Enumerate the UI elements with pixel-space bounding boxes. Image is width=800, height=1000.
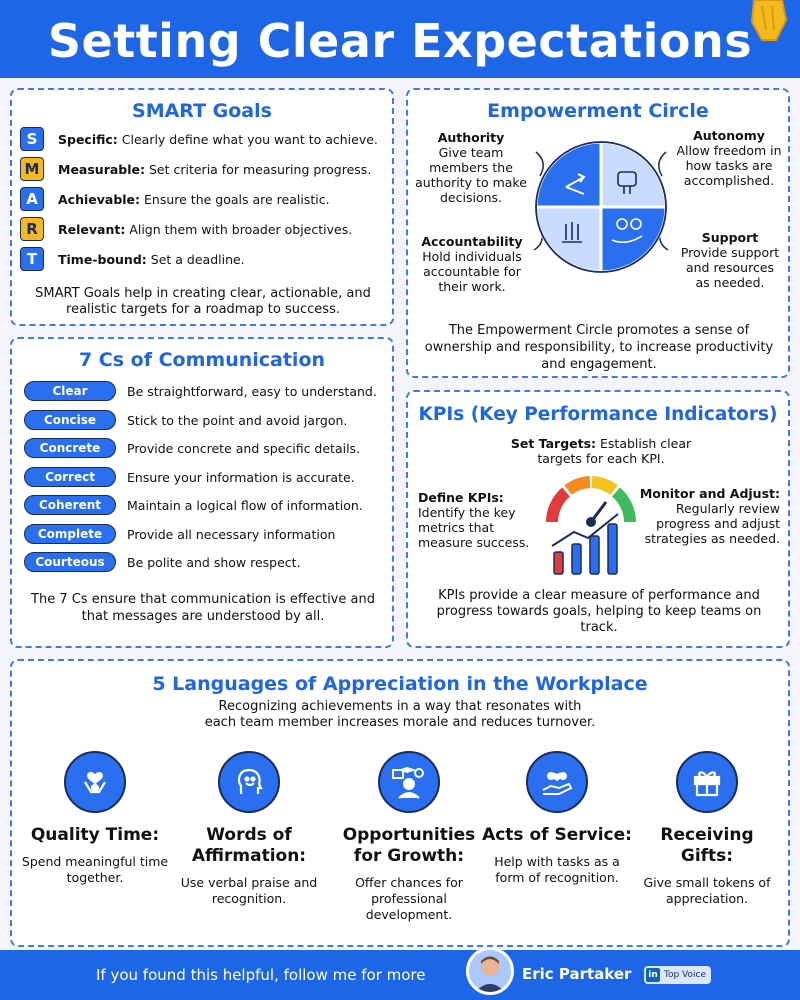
- page-title: Setting Clear Expectations: [47, 14, 753, 68]
- smart-label: Measurable:: [58, 161, 145, 177]
- smart-letter-m: M: [20, 157, 44, 181]
- kpi-set-targets: [488, 436, 714, 466]
- smart-summary: SMART Goals help in creating clear, actionable, and realistic targets for a roadmap to success.: [35, 286, 371, 317]
- empowerment-circle-card: [406, 88, 790, 378]
- kpis-summary: KPIs provide a clear measure of performance and progress towards goals, helping to keep teams on track.: [436, 588, 762, 635]
- language-receiving-gifts: [632, 751, 782, 907]
- c-pill: Concrete: [24, 438, 116, 458]
- c-item-courteous: [24, 552, 301, 572]
- heart-person-icon: [64, 751, 126, 813]
- c-description: Maintain a logical flow of information.: [127, 497, 363, 513]
- languages-heading: 5 Languages of Appreciation in the Workplace: [152, 673, 648, 695]
- empowerment-authority: [412, 130, 530, 205]
- c-item-concise: [24, 410, 347, 430]
- kpi-monitor: [634, 486, 780, 546]
- head-smile-icon: [218, 751, 280, 813]
- c-description: Be straightforward, easy to understand.: [127, 383, 377, 399]
- linkedin-icon: in: [646, 968, 660, 982]
- kpi-define: [418, 490, 544, 550]
- c-description: Provide all necessary information: [127, 526, 336, 542]
- arrow-autonomy: [659, 152, 666, 176]
- c-pill: Correct: [24, 467, 116, 487]
- top-voice-badge: [644, 966, 711, 984]
- c-pill: Complete: [24, 524, 116, 544]
- language-title: Receiving Gifts:: [660, 825, 754, 866]
- c-item-concrete: [24, 438, 360, 458]
- monitor-adjust-text: Regularly review progress and adjust strategies as needed.: [644, 501, 780, 546]
- smart-heading: SMART Goals: [132, 100, 272, 122]
- language-title: Opportunities for Growth:: [342, 825, 476, 866]
- language-description: Spend meaningful time together.: [21, 854, 169, 885]
- kpis-card: [406, 390, 790, 648]
- avatar: [466, 947, 514, 995]
- seven-cs-card: [10, 337, 394, 648]
- seven-cs-summary: The 7 Cs ensure that communication is effective and that messages are understood by all.: [31, 592, 375, 624]
- gauge-chart-icon: [544, 474, 638, 578]
- smart-letter-a: A: [20, 187, 44, 211]
- empowerment-heading: Empowerment Circle: [487, 100, 709, 122]
- language-description: Use verbal praise and recognition.: [180, 875, 318, 906]
- language-opportunities-for-growth: [334, 751, 484, 923]
- smart-item-measurable: [20, 156, 371, 182]
- language-description: Offer chances for professional development.: [355, 875, 463, 922]
- c-item-correct: [24, 467, 355, 487]
- gift-icon: [676, 751, 738, 813]
- c-pill: Concise: [24, 410, 116, 430]
- c-pill: Courteous: [24, 552, 116, 572]
- smart-letter-t: T: [20, 247, 44, 271]
- define-kpis-label: Define KPIs:: [418, 490, 504, 505]
- smart-letter-r: R: [20, 217, 44, 241]
- smart-description: Align them with broader objectives.: [125, 221, 353, 237]
- empowerment-summary: The Empowerment Circle promotes a sense of ownership and responsibility, to increase productivity and engagement.: [424, 323, 774, 372]
- autonomy-text: Allow freedom in how tasks are accomplished.: [676, 143, 782, 188]
- smart-item-achievable: [20, 186, 330, 212]
- corner-decoration-icon: [748, 0, 788, 44]
- smart-description: Clearly define what you want to achieve.: [117, 131, 378, 147]
- language-title: Words of Affirmation:: [191, 825, 307, 866]
- set-targets-label: Set Targets:: [510, 436, 597, 451]
- empowerment-circle-diagram: [526, 132, 676, 282]
- accountability-title: Accountability: [421, 234, 523, 249]
- empowerment-accountability: [410, 234, 534, 294]
- c-description: Ensure your information is accurate.: [127, 469, 355, 485]
- language-description: Give small tokens of appreciation.: [643, 875, 771, 906]
- kpis-heading: KPIs (Key Performance Indicators): [418, 404, 778, 425]
- smart-item-specific: [20, 126, 378, 152]
- autonomy-title: Autonomy: [693, 128, 765, 143]
- define-kpis-text: Identify the key metrics that measure success.: [418, 505, 530, 550]
- empowerment-autonomy: [672, 128, 786, 188]
- authority-title: Authority: [437, 130, 505, 145]
- language-title: Quality Time:: [30, 825, 160, 845]
- smart-label: Achievable:: [58, 191, 141, 207]
- c-item-complete: [24, 524, 335, 544]
- authority-text: Give team members the authority to make decisions.: [415, 145, 527, 205]
- c-description: Provide concrete and specific details.: [127, 440, 361, 456]
- empowerment-support: [678, 230, 782, 290]
- accountability-text: Hold individuals accountable for their work.: [422, 249, 522, 294]
- footer-cta: If you found this helpful, follow me for more: [96, 966, 426, 984]
- smart-label: Relevant:: [58, 221, 126, 237]
- smart-item-time-bound: [20, 246, 245, 272]
- learning-icon: [378, 751, 440, 813]
- smart-description: Set a deadline.: [146, 251, 245, 267]
- c-item-coherent: [24, 495, 363, 515]
- language-acts-of-service: [482, 751, 632, 886]
- badge-label: Top Voice: [664, 970, 706, 980]
- language-title: Acts of Service:: [482, 825, 632, 845]
- smart-item-relevant: [20, 216, 352, 242]
- smart-letter-s: S: [20, 127, 44, 151]
- smart-goals-card: [10, 88, 394, 326]
- language-description: Help with tasks as a form of recognition.: [494, 854, 620, 885]
- monitor-adjust-label: Monitor and Adjust:: [639, 486, 780, 501]
- smart-label: Specific:: [58, 131, 118, 147]
- c-description: Be polite and show respect.: [127, 554, 301, 570]
- c-pill: Clear: [24, 381, 116, 401]
- author-name: Eric Partaker: [522, 965, 632, 983]
- language-words-of-affirmation: [174, 751, 324, 907]
- support-text: Provide support and resources as needed.: [680, 245, 780, 290]
- set-targets-text: Establish clear targets for each KPI.: [537, 436, 692, 466]
- language-quality-time: [20, 751, 170, 886]
- languages-subtitle: Recognizing achievements in a way that resonates with each team member increases morale and reduces turnover.: [204, 699, 596, 730]
- seven-cs-heading: 7 Cs of Communication: [78, 349, 326, 371]
- languages-card: [10, 659, 790, 947]
- c-description: Stick to the point and avoid jargon.: [127, 412, 348, 428]
- smart-description: Ensure the goals are realistic.: [140, 191, 330, 207]
- c-item-clear: [24, 381, 377, 401]
- smart-description: Set criteria for measuring progress.: [145, 161, 372, 177]
- smart-label: Time-bound:: [58, 251, 147, 267]
- support-title: Support: [701, 230, 759, 245]
- c-pill: Coherent: [24, 495, 116, 515]
- arrow-authority: [536, 152, 543, 176]
- helping-hand-icon: [526, 751, 588, 813]
